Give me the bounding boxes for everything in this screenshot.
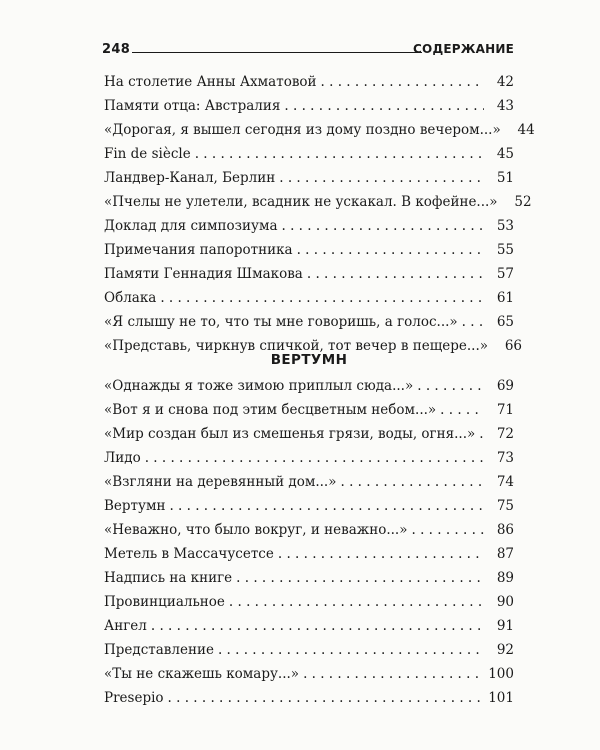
dot-leader: [160, 286, 484, 310]
toc-entry: [104, 214, 514, 238]
toc-entry-title: «Неважно, что было вокруг, и неважно...»: [104, 522, 408, 538]
dot-leader: [440, 398, 484, 422]
dot-leader: [284, 94, 484, 118]
dot-leader: [145, 446, 484, 470]
toc-entry-page: 51: [496, 170, 514, 186]
toc-entry: [104, 518, 514, 542]
toc-entry: [104, 166, 514, 190]
toc-entry-page: 71: [496, 402, 514, 418]
toc-entry-page: 66: [504, 338, 523, 354]
toc-entry-title: «Пчелы не улетели, всадник не ускакал. В кофейне...»: [104, 194, 498, 210]
toc-entry-title: На столетие Анны Ахматовой: [104, 74, 317, 90]
toc-entry: [104, 286, 514, 310]
dot-leader: [297, 238, 484, 262]
toc-entry-page: 69: [496, 378, 514, 394]
toc-entry-page: 42: [496, 74, 514, 90]
running-header: [102, 42, 514, 62]
dot-leader: [321, 70, 484, 94]
toc-entry-title: «Представь, чиркнув спичкой, тот вечер в пещере...»: [104, 338, 489, 354]
toc-entry-page: 57: [496, 266, 514, 282]
toc-entry-page: 89: [496, 570, 514, 586]
toc-entry: [104, 190, 532, 214]
dot-leader: [279, 166, 484, 190]
dot-leader: [282, 214, 484, 238]
toc-entry-page: 92: [496, 642, 514, 658]
dot-leader: [412, 518, 485, 542]
toc-entry: [104, 142, 514, 166]
toc-entry-title: Провинциальное: [104, 594, 225, 610]
toc-entry: [104, 70, 514, 94]
toc-entry: [104, 422, 514, 446]
header-rule: [132, 52, 422, 53]
toc-entry-page: 45: [496, 146, 514, 162]
dot-leader: [341, 470, 485, 494]
toc-entry: [104, 398, 514, 422]
toc-entry: [104, 446, 514, 470]
toc-entry-title: Ангел: [104, 618, 147, 634]
dot-leader: [168, 686, 484, 710]
toc-entry-title: «Дорогая, я вышел сегодня из дому поздно вечером...»: [104, 122, 501, 138]
toc-entry: [104, 566, 514, 590]
toc-entry-title: «Ты не скажешь комару...»: [104, 666, 300, 682]
toc-list-part2: [104, 374, 514, 710]
toc-entry-title: Ландвер-Канал, Берлин: [104, 170, 276, 186]
header-title: СОДЕРЖАНИЕ: [413, 42, 514, 56]
toc-entry: [104, 238, 514, 262]
toc-entry-page: 75: [496, 498, 514, 514]
toc-entry-title: Облака: [104, 290, 157, 306]
dot-leader: [462, 310, 484, 334]
toc-entry: [104, 614, 514, 638]
toc-entry-title: Fin de siècle: [104, 146, 191, 162]
toc-entry-page: 101: [488, 690, 514, 706]
toc-entry-page: 53: [496, 218, 514, 234]
toc-entry: [104, 662, 514, 686]
toc-entry-title: Presepio: [104, 690, 164, 706]
toc-list-part1: [104, 70, 535, 358]
toc-entry-title: «Вот я и снова под этим бесцветным небом...»: [104, 402, 437, 418]
toc-entry-page: 87: [496, 546, 514, 562]
toc-entry: [104, 494, 514, 518]
toc-entry-page: 90: [496, 594, 514, 610]
dot-leader: [236, 566, 484, 590]
toc-entry-title: «Мир создан был из смешенья грязи, воды, огня...»: [104, 426, 476, 442]
dot-leader: [278, 542, 484, 566]
toc-entry-title: «Однажды я тоже зимою приплыл сюда...»: [104, 378, 414, 394]
dot-leader: [307, 262, 484, 286]
section-heading: ВЕРТУМН: [270, 352, 348, 368]
toc-entry-page: 72: [496, 426, 514, 442]
toc-entry-title: Памяти Геннадия Шмакова: [104, 266, 303, 282]
page-number: 248: [102, 42, 131, 57]
dot-leader: [229, 590, 484, 614]
toc-entry: [104, 118, 535, 142]
toc-entry-page: 52: [514, 194, 532, 210]
toc-entry-page: 86: [496, 522, 514, 538]
toc-entry-page: 73: [496, 450, 514, 466]
toc-entry: [104, 470, 514, 494]
toc-entry: [104, 374, 514, 398]
dot-leader: [195, 142, 484, 166]
toc-entry: [104, 686, 514, 710]
toc-entry-title: Доклад для симпозиума: [104, 218, 278, 234]
toc-entry: [104, 542, 514, 566]
toc-entry: [104, 310, 514, 334]
toc-entry: [104, 94, 514, 118]
toc-entry-page: 91: [496, 618, 514, 634]
toc-entry-page: 44: [517, 122, 535, 138]
dot-leader: [417, 374, 484, 398]
toc-entry-title: Метель в Массачусетсе: [104, 546, 274, 562]
dot-leader: [303, 662, 484, 686]
toc-entry-page: 65: [496, 314, 514, 330]
toc-entry-title: Лидо: [104, 450, 141, 466]
toc-entry-title: Примечания папоротника: [104, 242, 293, 258]
toc-entry-page: 55: [496, 242, 514, 258]
toc-entry: [104, 262, 514, 286]
toc-entry-title: Вертумн: [104, 498, 166, 514]
toc-entry-page: 43: [496, 98, 514, 114]
toc-entry-page: 74: [496, 474, 514, 490]
toc-entry-title: Памяти отца: Австралия: [104, 98, 281, 114]
toc-entry-title: «Я слышу не то, что ты мне говоришь, а голос...»: [104, 314, 458, 330]
dot-leader: [151, 614, 484, 638]
toc-entry-title: Надпись на книге: [104, 570, 233, 586]
toc-entry: [104, 590, 514, 614]
toc-entry-title: «Взгляни на деревянный дом...»: [104, 474, 337, 490]
dot-leader: [218, 638, 484, 662]
toc-entry-title: Представление: [104, 642, 214, 658]
toc-entry: [104, 638, 514, 662]
toc-entry-page: 100: [488, 666, 514, 682]
toc-entry-page: 61: [496, 290, 514, 306]
dot-leader: [169, 494, 484, 518]
